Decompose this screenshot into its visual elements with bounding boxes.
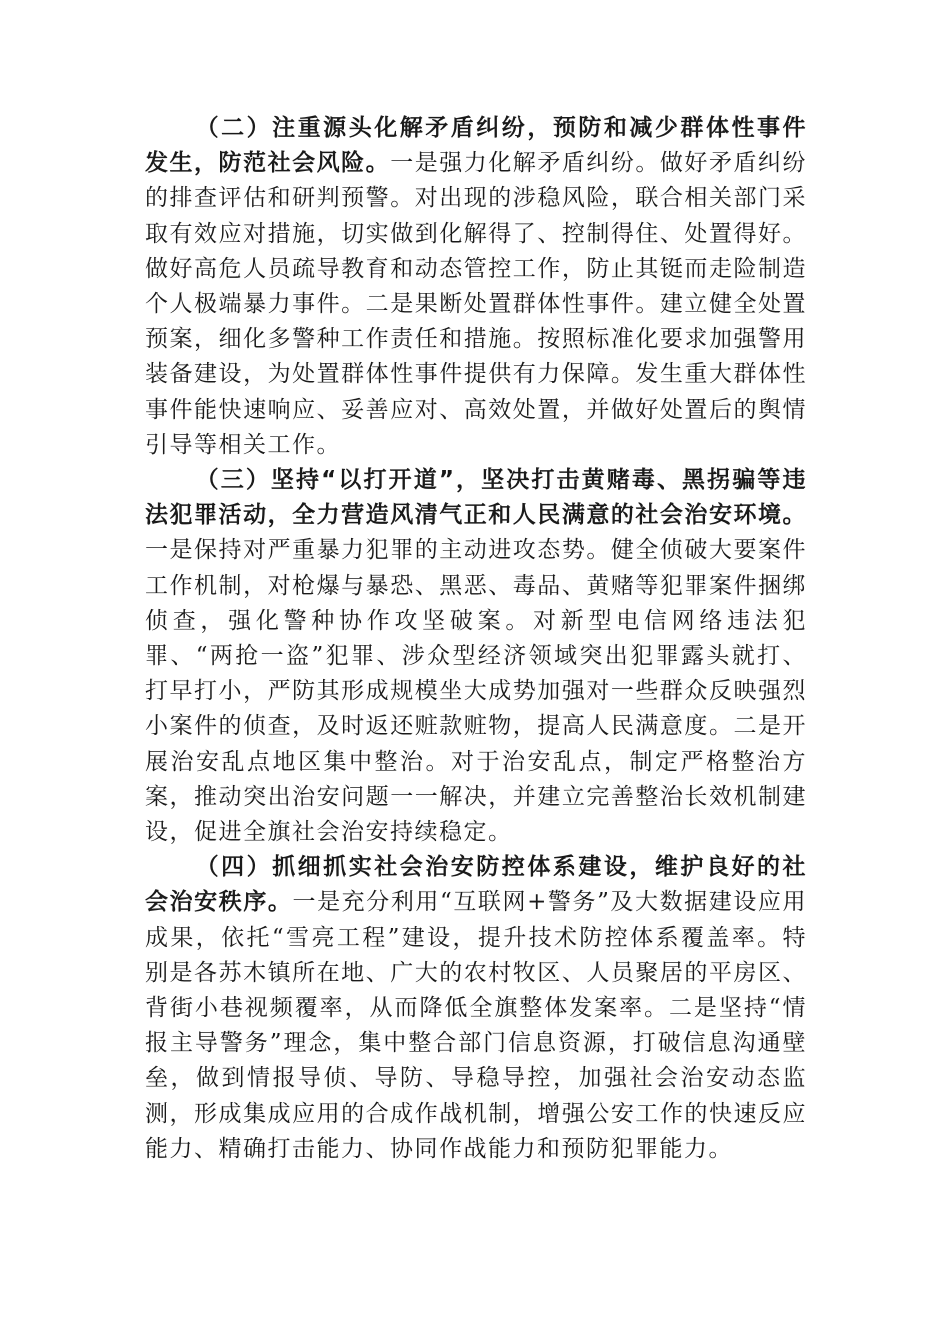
section-4-paragraph [145, 850, 807, 1167]
section-3-heading: （三）坚持“以打开道”，坚决打击黄赌毒、黑拐骗等违法犯罪活动，全力营造风清气正和人民满意的社会治安环境。 [145, 467, 807, 529]
section-3-paragraph [145, 463, 807, 850]
section-2-heading: （二）注重源头化解矛盾纠纷，预防和减少群体性事件发生，防范社会风险。 [145, 115, 807, 177]
section-4-body: 一是充分利用“互联网+警务”及大数据建设应用成果，依托“雪亮工程”建设，提升技术防控体系覆盖率。特别是各苏木镇所在地、广大的农村牧区、人员聚居的平房区、背街小巷视频覆率，从而降低全旗整体发案率。二是坚持“情报主导警务”理念，集中整合部门信息资源，打破信息沟通壁垒，做到情报导侦、导防、导稳导控，加强社会治安动态监测，形成集成应用的合成作战机制，增强公安工作的快速反应能力、精确打击能力、协同作战能力和预防犯罪能力。 [145, 889, 808, 1162]
section-3-body: 一是保持对严重暴力犯罪的主动进攻态势。健全侦破大要案件工作机制，对枪爆与暴恐、黑恶、毒品、黄赌等犯罪案件捆绑侦查，强化警种协作攻坚破案。对新型电信网络违法犯罪、“两抢一盗”犯罪、涉众型经济领域突出犯罪露头就打、打早打小，严防其形成规模坐大成势加强对一些群众反映强烈小案件的侦查，及时返还赃款赃物，提高人民满意度。二是开展治安乱点地区集中整治。对于治安乱点，制定严格整治方案，推动突出治安问题一一解决，并建立完善整治长效机制建设，促进全旗社会治安持续稳定。 [145, 537, 807, 846]
section-2-paragraph [145, 111, 807, 463]
section-2-body: 一是强力化解矛盾纠纷。做好矛盾纠纷的排查评估和研判预警。对出现的涉稳风险，联合相关部门采取有效应对措施，切实做到化解得了、控制得住、处置得好。做好高危人员疏导教育和动态管控工作，防止其铤而走险制造个人极端暴力事件。二是果断处置群体性事件。建立健全处置预案，细化多警种工作责任和措施。按照标准化要求加强警用装备建设，为处置群体性事件提供有力保障。发生重大群体性事件能快速响应、妥善应对、高效处置，并做好处置后的舆情引导等相关工作。 [145, 150, 808, 458]
section-4-heading: （四）抓细抓实社会治安防控体系建设，维护良好的社会治安秩序。 [145, 854, 807, 916]
document-page [145, 111, 807, 1167]
